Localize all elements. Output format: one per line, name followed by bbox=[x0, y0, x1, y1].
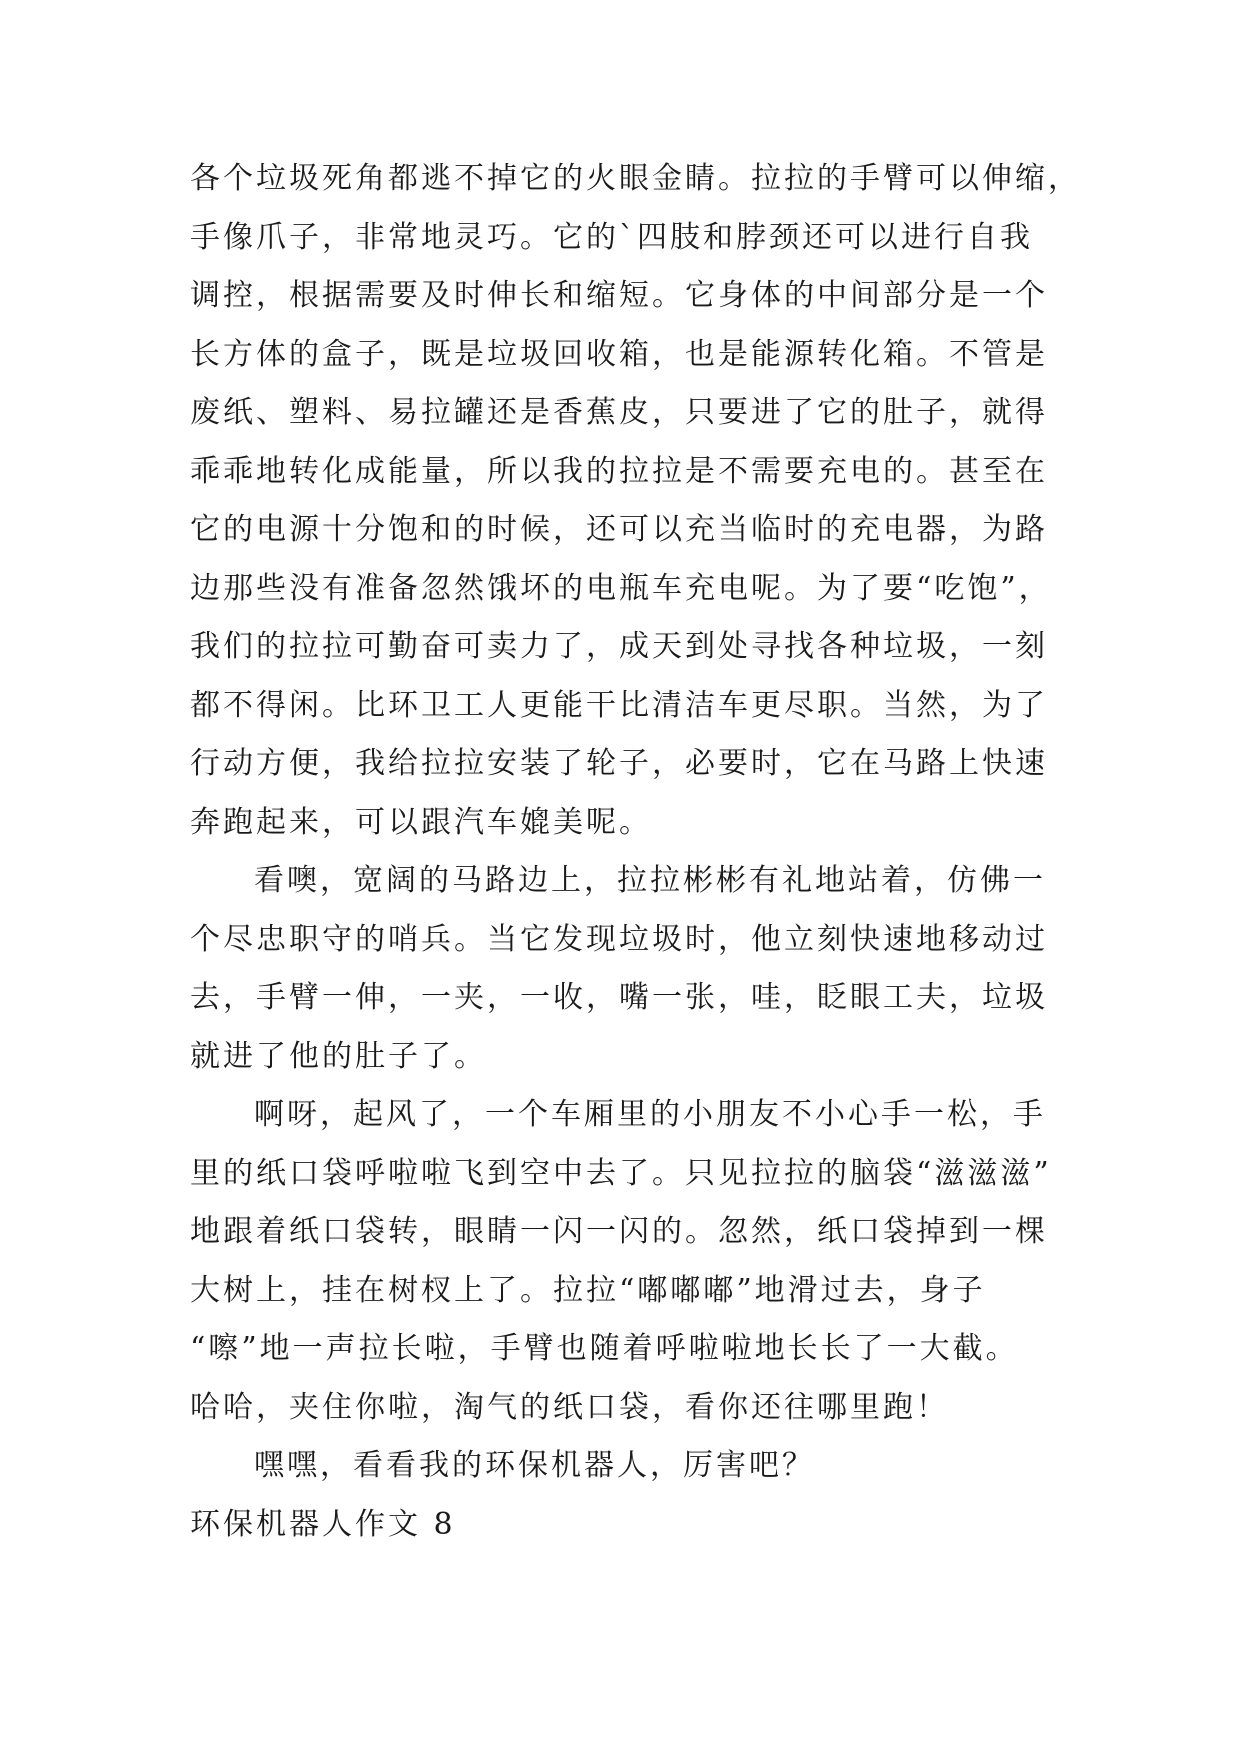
text-line: 里的纸口袋呼啦啦飞到空中去了。只见拉拉的脑袋“滋滋滋” bbox=[190, 1155, 1052, 1191]
text-line: 去，手臂一伸，一夹，一收，嘴一张，哇，眨眼工夫，垃圾 bbox=[190, 980, 1048, 1015]
text-line: 就进了他的肚子了。 bbox=[190, 1038, 487, 1074]
text-line: 长方体的盒子，既是垃圾回收箱，也是能源转化箱。不管是 bbox=[190, 336, 1048, 372]
text-line: 边那些没有准备忽然饿坏的电瓶车充电呢。为了要“吃饱”， bbox=[190, 570, 1052, 606]
text-line: 乖乖地转化成能量，所以我的拉拉是不需要充电的。甚至在 bbox=[190, 453, 1048, 489]
text-line: 大树上，挂在树杈上了。拉拉“嘟嘟嘟”地滑过去，身子 bbox=[190, 1272, 986, 1308]
document-body bbox=[190, 150, 1081, 1554]
text-line: “嚓”地一声拉长啦，手臂也随着呼啦啦地长长了一大截。 bbox=[190, 1331, 1019, 1366]
text-line: 个尽忠职守的哨兵。当它发现垃圾时，他立刻快速地移动过 bbox=[190, 921, 1048, 957]
paragraph-start-line: 看噢，宽阔的马路边上，拉拉彬彬有礼地站着，仿佛一 bbox=[254, 863, 1046, 898]
text-line: 地跟着纸口袋转，眼睛一闪一闪的。忽然，纸口袋掉到一棵 bbox=[190, 1214, 1048, 1249]
text-line: 我们的拉拉可勤奋可卖力了，成天到处寻找各种垃圾，一刻 bbox=[190, 629, 1048, 664]
text-line: 废纸、塑料、易拉罐还是香蕉皮，只要进了它的肚子，就得 bbox=[190, 395, 1048, 430]
text-line: 各个垃圾死角都逃不掉它的火眼金睛。拉拉的手臂可以伸缩， bbox=[190, 161, 1081, 196]
text-line: 它的电源十分饱和的时候，还可以充当临时的充电器，为路 bbox=[190, 512, 1048, 547]
paragraph-start-line: 啊呀，起风了，一个车厢里的小朋友不小心手一松，手 bbox=[254, 1097, 1046, 1132]
text-line: 手像爪子，非常地灵巧。它的`四肢和脖颈还可以进行自我 bbox=[190, 219, 1033, 255]
text-line: 奔跑起来，可以跟汽车媲美呢。 bbox=[190, 804, 652, 840]
text-line: 哈哈，夹住你啦，淘气的纸口袋，看你还往哪里跑！ bbox=[190, 1389, 949, 1425]
text-line: 都不得闲。比环卫工人更能干比清洁车更尽职。当然，为了 bbox=[190, 687, 1048, 723]
text-line: 行动方便，我给拉拉安装了轮子，必要时，它在马路上快速 bbox=[190, 746, 1048, 781]
section-heading: 环保机器人作文 8 bbox=[190, 1506, 456, 1542]
text-line: 调控，根据需要及时伸长和缩短。它身体的中间部分是一个 bbox=[190, 278, 1048, 313]
paragraph-start-line: 嘿嘿，看看我的环保机器人，厉害吧？ bbox=[254, 1448, 815, 1483]
